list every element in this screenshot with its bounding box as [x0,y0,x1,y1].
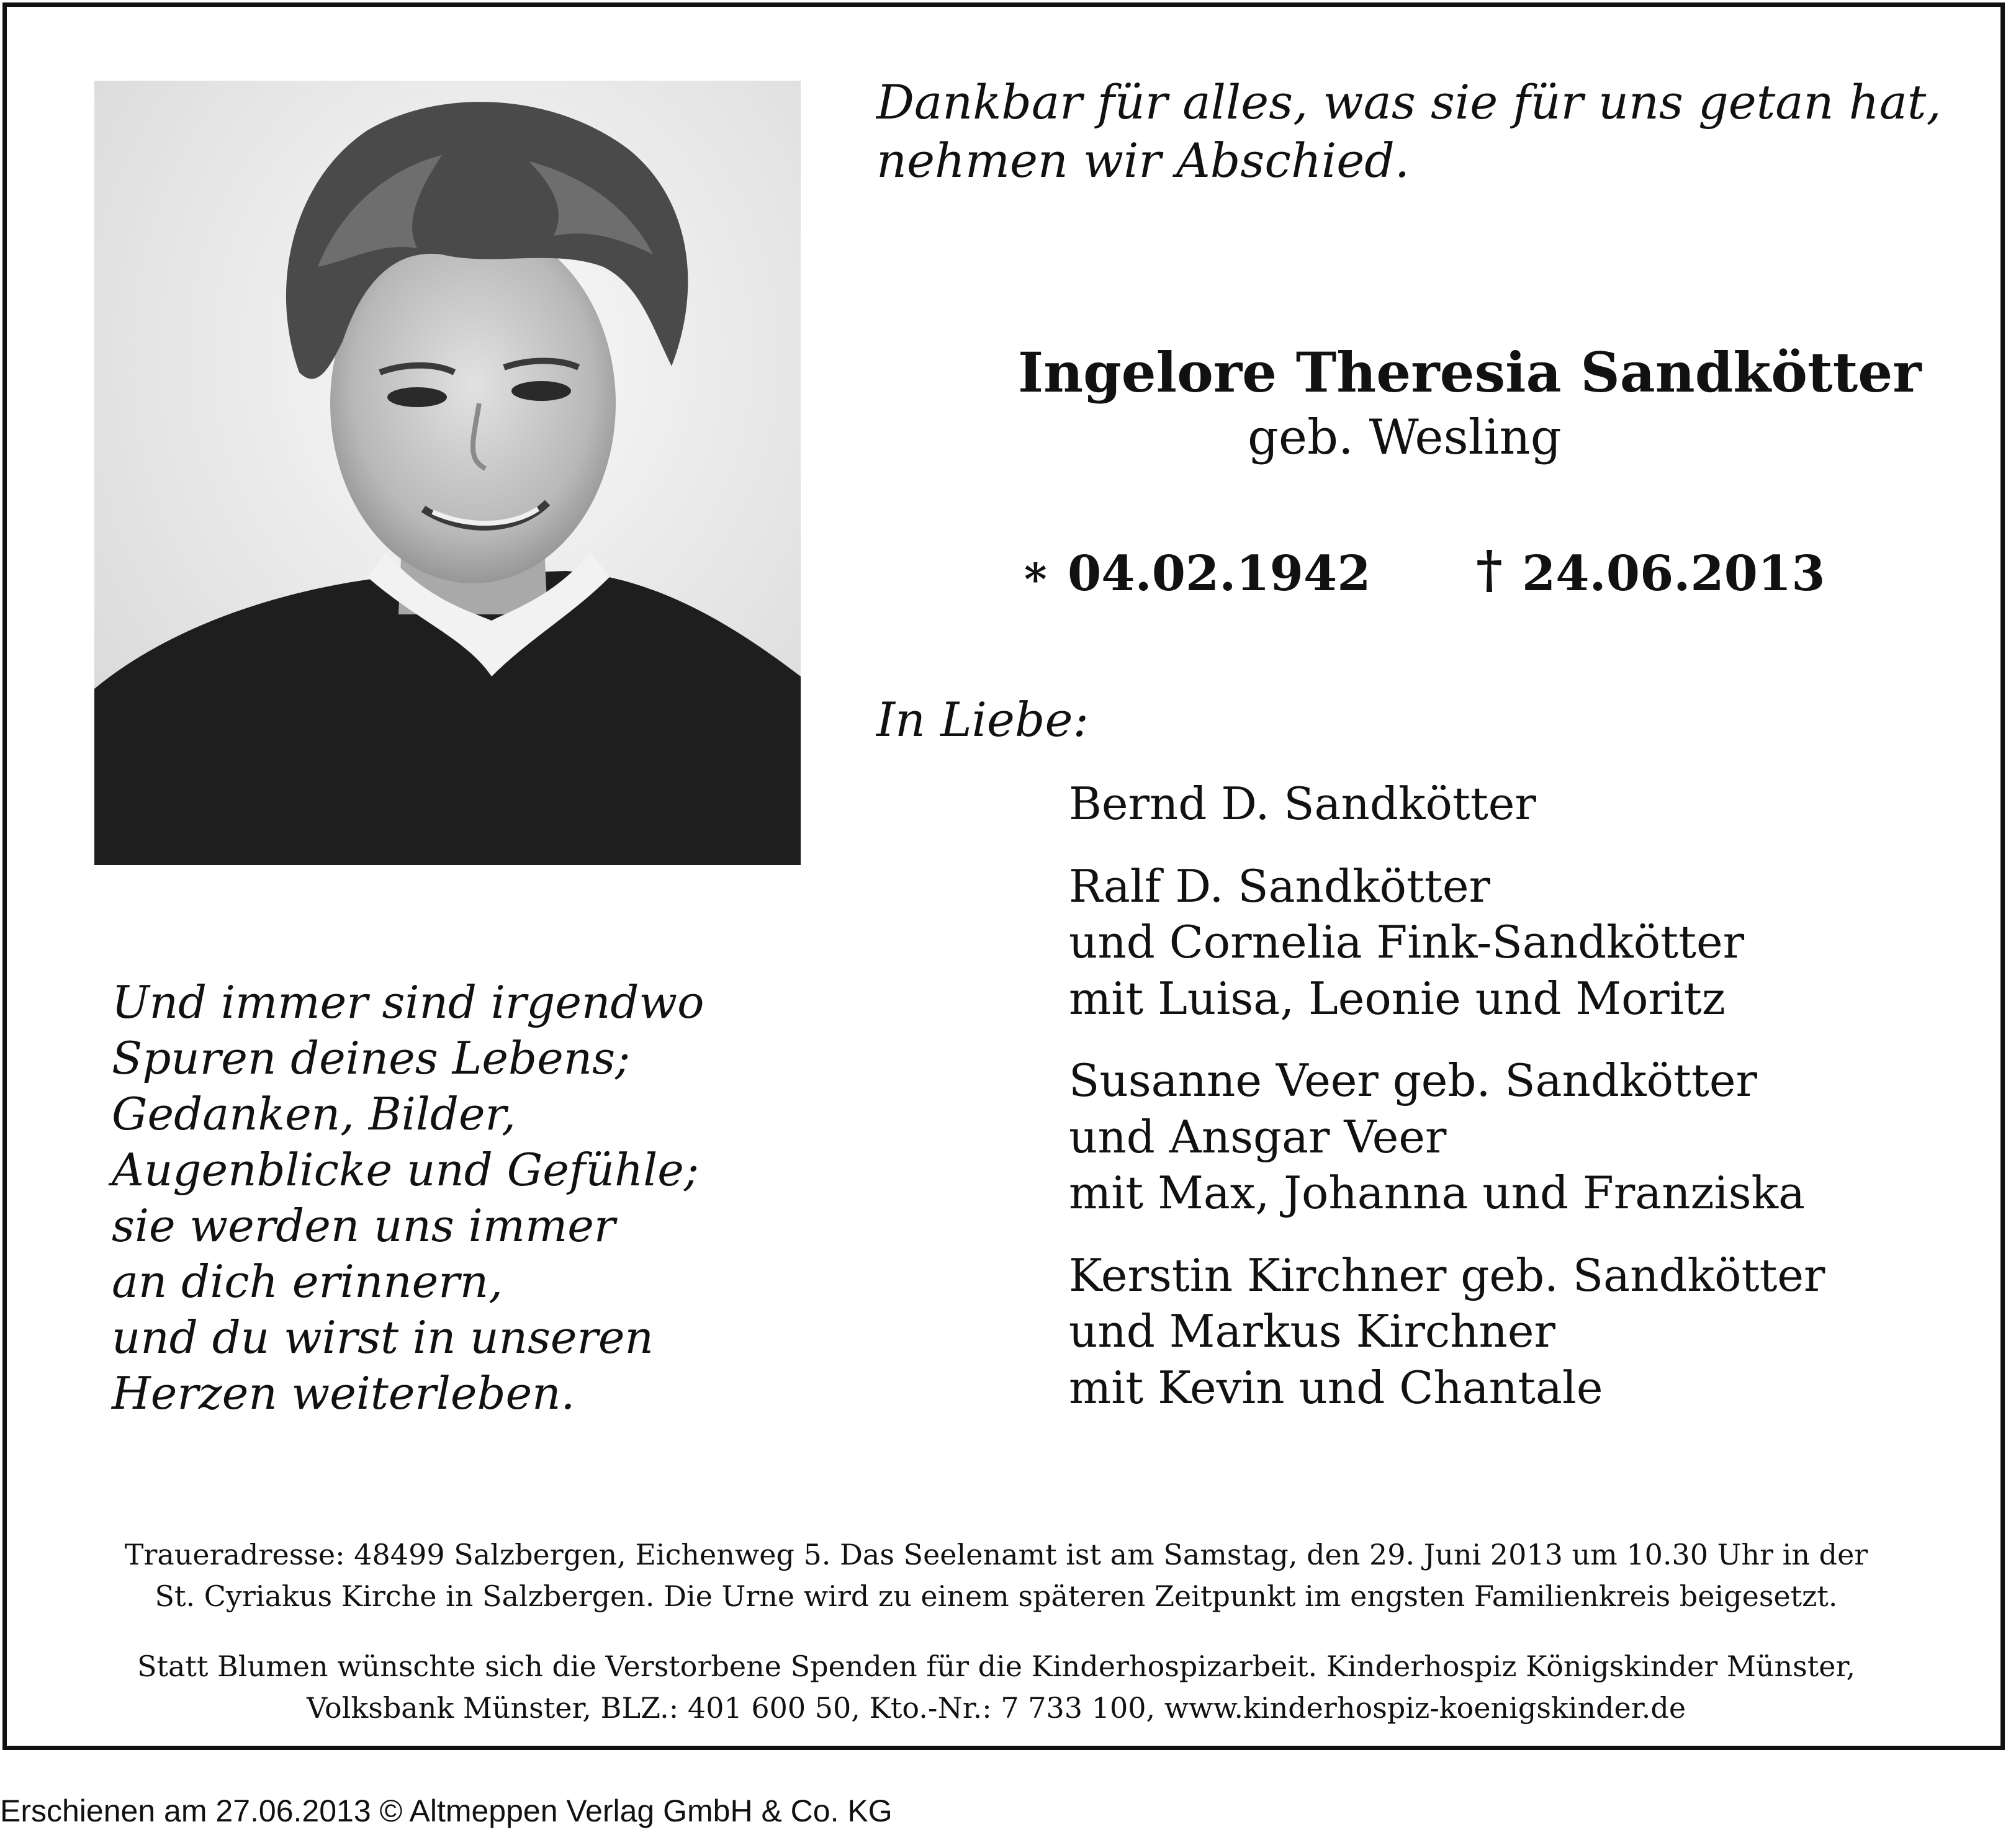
poem [112,974,704,1421]
info-line: Volksbank Münster, BLZ.: 401 600 50, Kto.-Nr.: 7 733 100, www.kinderhospiz-koenigskinder.de [306,1691,1686,1725]
mourner-group [1069,858,1825,1027]
death-cross-icon: † [1476,540,1503,599]
poem-line: Und immer sind irgendwo [112,976,704,1028]
poem-line: Spuren deines Lebens; [112,1032,631,1084]
death-date: 24.06.2013 [1522,546,1825,602]
mourner-line: mit Kevin und Chantale [1069,1361,1603,1414]
publication-footer: Erschienen am 27.06.2013 © Altmeppen Verlag GmbH & Co. KG [0,1794,893,1828]
info-line: Statt Blumen wünschte sich die Verstorbene Spenden für die Kinderhospizarbeit. Kinderhospiz Königskinder Münster, [137,1650,1856,1683]
mourner-line: mit Luisa, Leonie und Moritz [1069,972,1726,1025]
birth-date: 04.02.1942 [1068,546,1371,602]
mourner-line: Kerstin Kirchner geb. Sandkötter [1069,1249,1825,1301]
mourner-line: Susanne Veer geb. Sandkötter [1069,1054,1757,1107]
birth-asterisk-icon: * [1024,554,1047,605]
portrait-image [94,81,801,865]
info-line: St. Cyriakus Kirche in Salzbergen. Die Urne wird zu einem späteren Zeitpunkt im engsten Familienkreis beigesetzt. [155,1579,1838,1613]
mourner-line: mit Max, Johanna und Franziska [1069,1167,1806,1219]
poem-line: Augenblicke und Gefühle; [112,1144,700,1196]
poem-line: Gedanken, Bilder, [112,1088,516,1140]
mourner-line: Bernd D. Sandkötter [1069,778,1536,830]
mourner-group [1069,1247,1825,1416]
deceased-name: Ingelore Theresia Sandkötter [1018,340,1922,405]
mourner-group [1069,776,1825,832]
funeral-address-info [87,1534,1906,1617]
donation-info [87,1646,1906,1729]
mourners-title: In Liebe: [876,692,1089,747]
intro-line: Dankbar für alles, was sie für uns getan hat, [876,74,1942,130]
poem-line: an dich erinnern, [112,1255,503,1308]
mourners-list [1069,776,1825,1442]
poem-line: Herzen weiterleben. [112,1367,575,1419]
mourner-line: und Ansgar Veer [1069,1110,1447,1163]
intro-line: nehmen wir Abschied. [876,133,1410,188]
poem-line: und du wirst in unseren [112,1311,654,1363]
mourner-line: und Markus Kirchner [1069,1305,1555,1357]
poem-line: sie werden uns immer [112,1200,616,1252]
info-line: Traueradresse: 48499 Salzbergen, Eichenweg 5. Das Seelenamt ist am Samstag, den 29. Juni 2013 um 10.30 Uhr in der [124,1538,1868,1571]
portrait-photo [94,81,801,865]
mourner-line: Ralf D. Sandkötter [1069,860,1490,912]
mourner-line: und Cornelia Fink-Sandkötter [1069,916,1745,968]
mourner-group [1069,1053,1825,1221]
intro-text [876,73,1942,190]
birth-name: geb. Wesling [1248,410,1562,465]
